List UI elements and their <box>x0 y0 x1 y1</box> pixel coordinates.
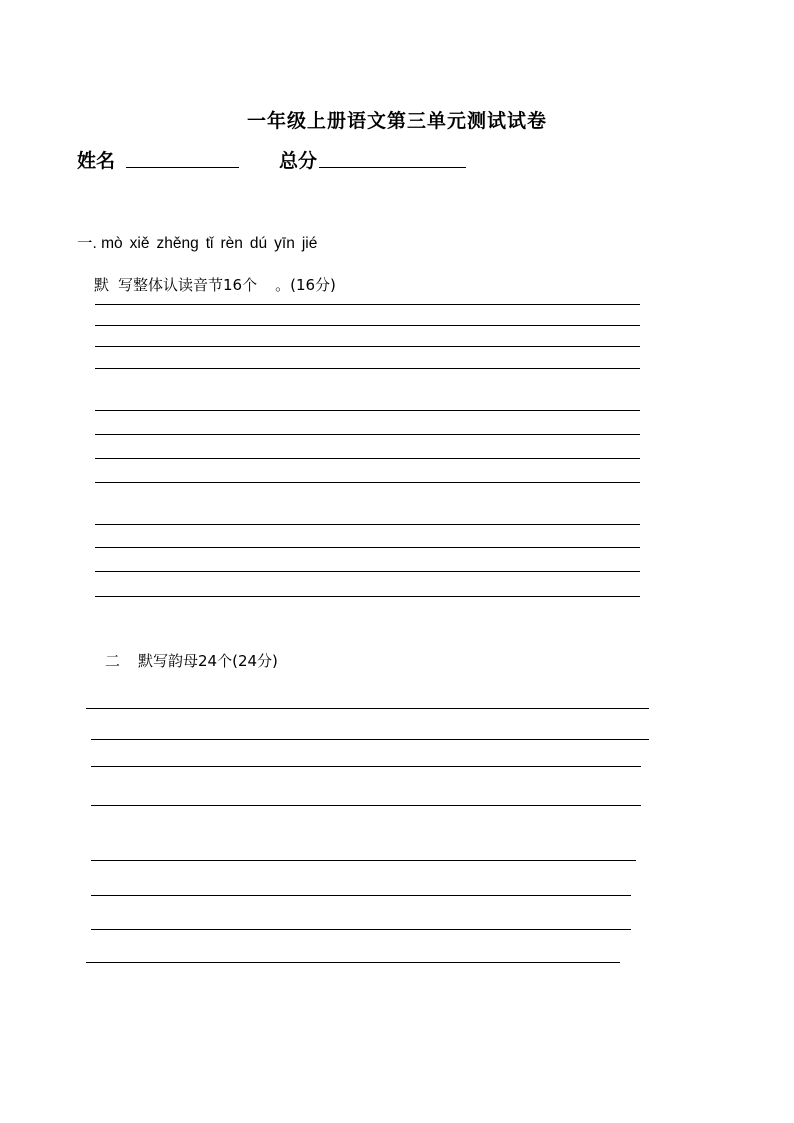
writing-line[interactable] <box>95 434 640 435</box>
answer-line[interactable] <box>91 766 641 767</box>
section2-heading <box>105 650 278 671</box>
answer-line[interactable] <box>86 962 620 963</box>
pinyin-syllable: dú <box>249 235 268 252</box>
writing-line[interactable] <box>95 368 640 369</box>
score-field[interactable] <box>319 167 466 168</box>
name-field[interactable] <box>126 167 239 168</box>
section1-instruction <box>94 274 336 295</box>
pinyin-syllable: rèn <box>220 235 243 252</box>
writing-line[interactable] <box>95 325 640 326</box>
instruction-part: 写整体认读音节16个 <box>118 276 258 294</box>
instruction-part: 默 <box>94 276 110 294</box>
answer-line[interactable] <box>91 805 641 806</box>
writing-line[interactable] <box>95 596 640 597</box>
section1-heading <box>77 231 324 253</box>
writing-line[interactable] <box>95 304 640 305</box>
pinyin-syllable: zhěng <box>156 235 199 252</box>
writing-line[interactable] <box>95 547 640 548</box>
section2-number: 二 <box>105 652 121 670</box>
pinyin-syllable: tǐ <box>205 235 214 252</box>
instruction-part: 。(16分) <box>275 276 336 294</box>
score-label: 总分 <box>279 150 318 172</box>
section2-instruction: 默写韵母24个(24分) <box>138 652 278 670</box>
pinyin-syllable: mò <box>101 235 123 252</box>
pinyin-syllable: jié <box>301 235 318 252</box>
pinyin-syllable: xiě <box>129 235 150 252</box>
name-label: 姓名 <box>77 150 116 172</box>
writing-line[interactable] <box>95 482 640 483</box>
writing-line[interactable] <box>95 410 640 411</box>
answer-line[interactable] <box>91 929 631 930</box>
writing-line[interactable] <box>95 458 640 459</box>
pinyin-syllable: yīn <box>274 235 295 252</box>
answer-line[interactable] <box>86 708 649 709</box>
page-title: 一年级上册语文第三单元测试试卷 <box>246 110 547 132</box>
answer-line[interactable] <box>91 739 649 740</box>
answer-line[interactable] <box>91 895 631 896</box>
writing-line[interactable] <box>95 524 640 525</box>
answer-line[interactable] <box>91 860 636 861</box>
writing-line[interactable] <box>95 571 640 572</box>
writing-line[interactable] <box>95 346 640 347</box>
section1-number: 一. <box>77 235 97 252</box>
